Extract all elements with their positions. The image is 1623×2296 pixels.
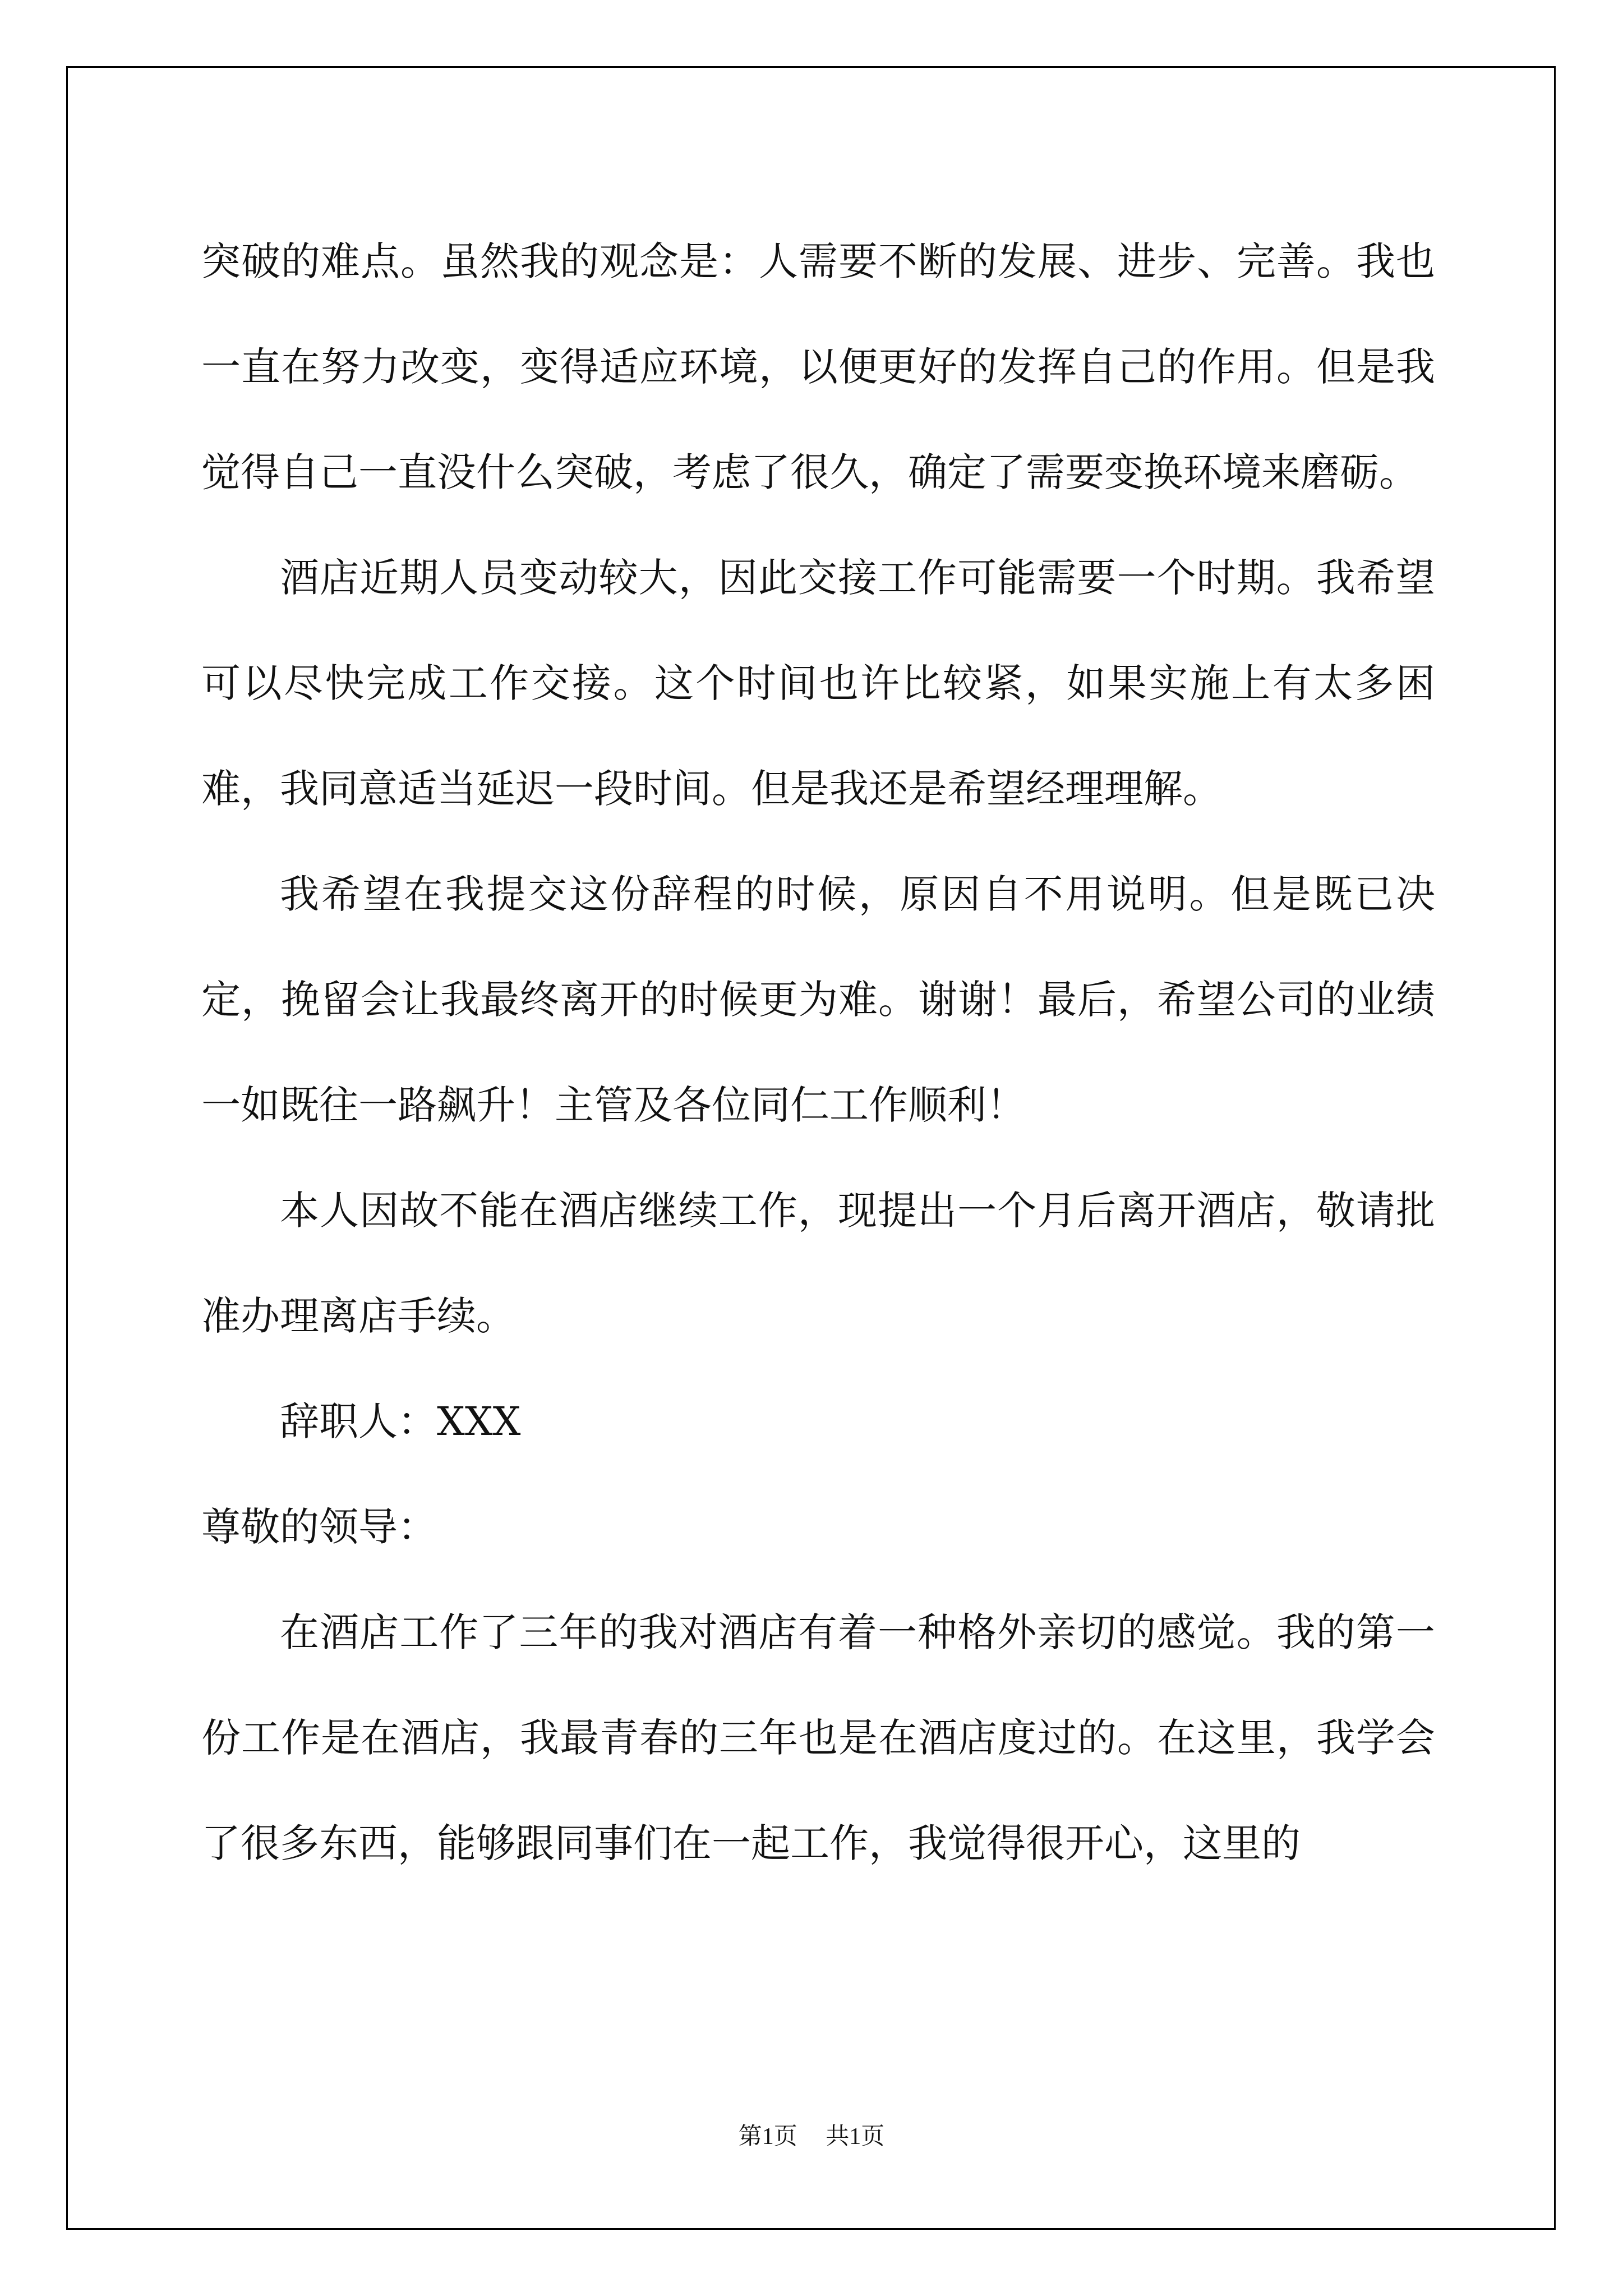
document-body (201, 209, 1435, 1896)
paragraph-1: 突破的难点。虽然我的观念是：人需要不断的发展、进步、完善。我也一直在努力改变，变得适应环境，以便更好的发挥自己的作用。但是我觉得自己一直没什么突破，考虑了很久，确定了需要变换环境来磨砺。 (201, 238, 1435, 495)
paragraph-4: 本人因故不能在酒店继续工作，现提出一个月后离开酒店，敬请批准办理离店手续。 (201, 1188, 1435, 1339)
paragraph-5: 在酒店工作了三年的我对酒店有着一种格外亲切的感觉。我的第一份工作是在酒店，我最青春的三年也是在酒店度过的。在这里，我学会了很多东西，能够跟同事们在一起工作，我觉得很开心，这里的 (201, 1609, 1435, 1866)
paragraph-3: 我希望在我提交这份辞程的时候，原因自不用说明。但是既已决定，挽留会让我最终离开的时候更为难。谢谢！最后，希望公司的业绩一如既往一路飙升！主管及各位同仁工作顺利！ (201, 871, 1435, 1128)
salutation: 尊敬的领导： (201, 1504, 437, 1550)
paragraph-2: 酒店近期人员变动较大，因此交接工作可能需要一个时期。我希望可以尽快完成工作交接。这个时间也许比较紧，如果实施上有太多困难，我同意适当延迟一段时间。但是我还是希望经理理解。 (201, 555, 1435, 812)
signature-line: 辞职人：XXX (280, 1398, 521, 1444)
page-footer (0, 2118, 1623, 2151)
page-number-total: 共1页 (826, 2124, 885, 2150)
page-number-current: 第1页 (738, 2124, 797, 2150)
